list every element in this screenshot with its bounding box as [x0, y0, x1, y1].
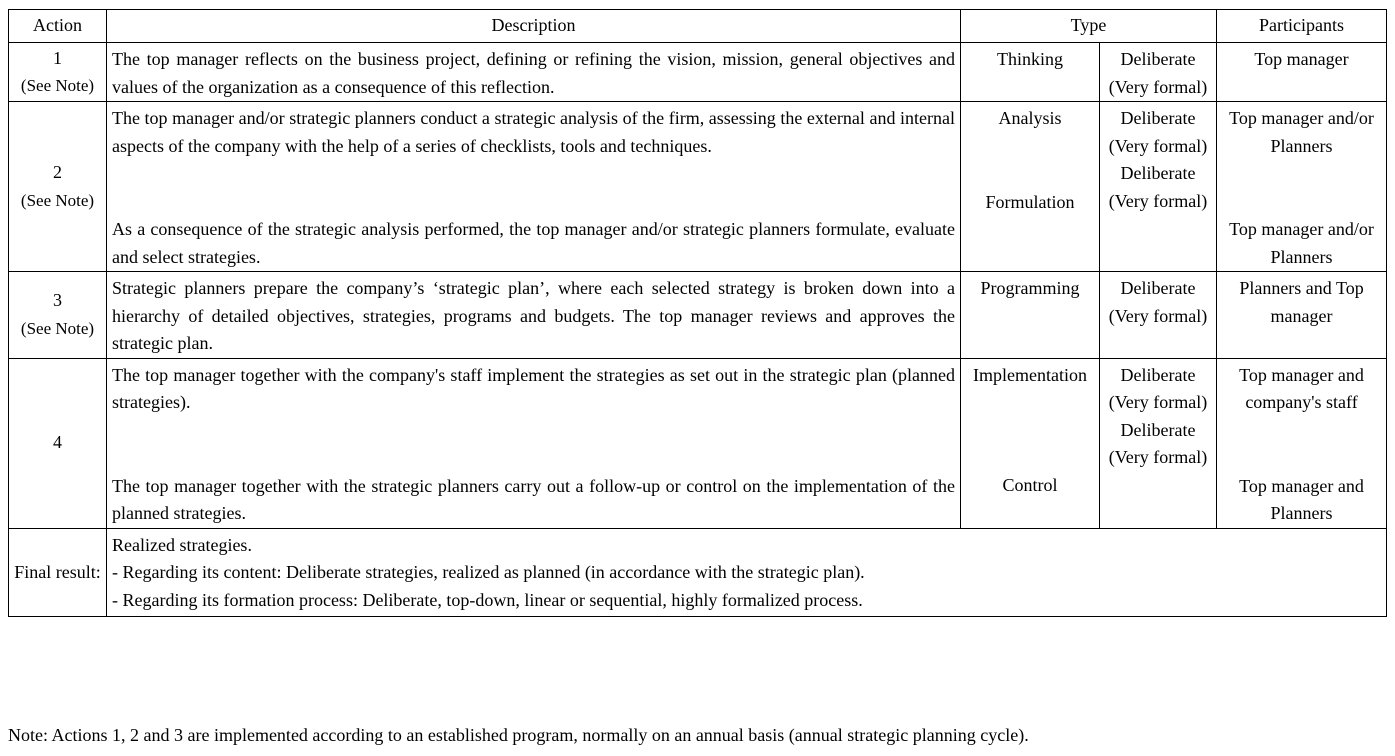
final-result-cell: [107, 528, 1387, 617]
action-number: 2: [53, 162, 62, 182]
type-mode-cell: [1100, 358, 1217, 528]
action-cell: [9, 272, 107, 359]
action-note: (See Note): [20, 76, 95, 95]
type-label: Programming: [980, 278, 1080, 298]
header-participants: Participants: [1217, 10, 1387, 43]
final-result-line: - Regarding its content: Deliberate strategies, realized as planned (in accordance with the strategic plan).: [112, 562, 865, 582]
header-description: Description: [107, 10, 961, 43]
description-text: Strategic planners prepare the company’s ‘strategic plan’, where each selected strategy is broken down into a hierarchy of detailed objectives, strategies, programs and budgets. The top manager reviews and approves the strategic plan.: [112, 278, 955, 353]
final-result-label: Final result:: [9, 528, 107, 617]
action-number: 3: [53, 290, 62, 311]
description-cell: [107, 272, 961, 359]
type-mode-cell: [1100, 102, 1217, 272]
header-action: Action: [9, 10, 107, 43]
action-number: 1: [53, 47, 62, 68]
participants-cell: [1217, 102, 1387, 272]
action-note: (See Note): [20, 190, 95, 210]
type-label: Control: [1002, 475, 1058, 495]
type-mode: Deliberate (Very formal): [1108, 278, 1208, 326]
type-mode: Deliberate (Very formal): [1108, 419, 1208, 467]
final-result-line: Realized strategies.: [112, 534, 252, 555]
description-cell: [107, 102, 961, 272]
header-row: [9, 10, 1387, 43]
action-cell: [9, 102, 107, 272]
strategic-planning-table: [8, 9, 1387, 617]
participants-text: Top manager and company's staff: [1239, 364, 1364, 412]
type-label: Formulation: [985, 191, 1075, 212]
table-row: [9, 43, 1387, 102]
action-cell: [9, 358, 107, 528]
type-mode: Deliberate (Very formal): [1108, 108, 1208, 156]
final-result-line: - Regarding its formation process: Deliberate, top-down, linear or sequential, highly formalized process.: [112, 589, 863, 610]
description-text: The top manager together with the strategic planners carry out a follow-up or control on the implementation of the planned strategies.: [112, 475, 955, 523]
type-label: Implementation: [973, 364, 1087, 385]
type-cell: [961, 272, 1100, 359]
description-cell: [107, 43, 961, 102]
type-cell: [961, 358, 1100, 528]
type-cell: [961, 102, 1100, 272]
description-cell: [107, 358, 961, 528]
participants-text: Planners and Top manager: [1239, 278, 1364, 326]
final-result-row: [9, 528, 1387, 617]
table-row: [9, 358, 1387, 528]
header-type: Type: [961, 10, 1217, 43]
action-number: 4: [53, 432, 62, 453]
description-text: The top manager and/or strategic planners conduct a strategic analysis of the firm, assessing the external and internal aspects of the company with the help of a series of checklists, tools and techniques.: [112, 108, 955, 156]
type-label: Analysis: [998, 108, 1062, 128]
description-text: As a consequence of the strategic analysis performed, the top manager and/or strategic planners formulate, evaluate and select strategies.: [112, 219, 955, 267]
type-mode: Deliberate (Very formal): [1108, 364, 1208, 412]
type-mode-cell: [1100, 43, 1217, 102]
participants-cell: [1217, 43, 1387, 102]
action-note: (See Note): [20, 318, 95, 338]
table-note: Note: Actions 1, 2 and 3 are implemented according to an established program, normally on an annual basis (annual strategic planning cycle).: [8, 725, 1029, 745]
type-cell: [961, 43, 1100, 102]
participants-cell: [1217, 272, 1387, 359]
participants-cell: [1217, 358, 1387, 528]
participants-text: Top manager and/or Planners: [1229, 219, 1374, 267]
description-text: The top manager reflects on the business project, defining or refining the vision, mission, general objectives and values of the organization as a consequence of this reflection.: [112, 49, 955, 97]
participants-text: Top manager and Planners: [1239, 475, 1364, 523]
table-row: [9, 272, 1387, 359]
action-cell: [9, 43, 107, 102]
participants-text: Top manager and/or Planners: [1229, 108, 1374, 156]
participants-text: Top manager: [1254, 49, 1349, 69]
type-label: Thinking: [997, 49, 1063, 69]
type-mode-cell: [1100, 272, 1217, 359]
description-text: The top manager together with the company's staff implement the strategies as set out in the strategic plan (planned strategies).: [112, 364, 955, 412]
type-mode: Deliberate (Very formal): [1108, 163, 1208, 211]
type-mode: Deliberate (Very formal): [1108, 49, 1208, 97]
table-row: [9, 102, 1387, 272]
